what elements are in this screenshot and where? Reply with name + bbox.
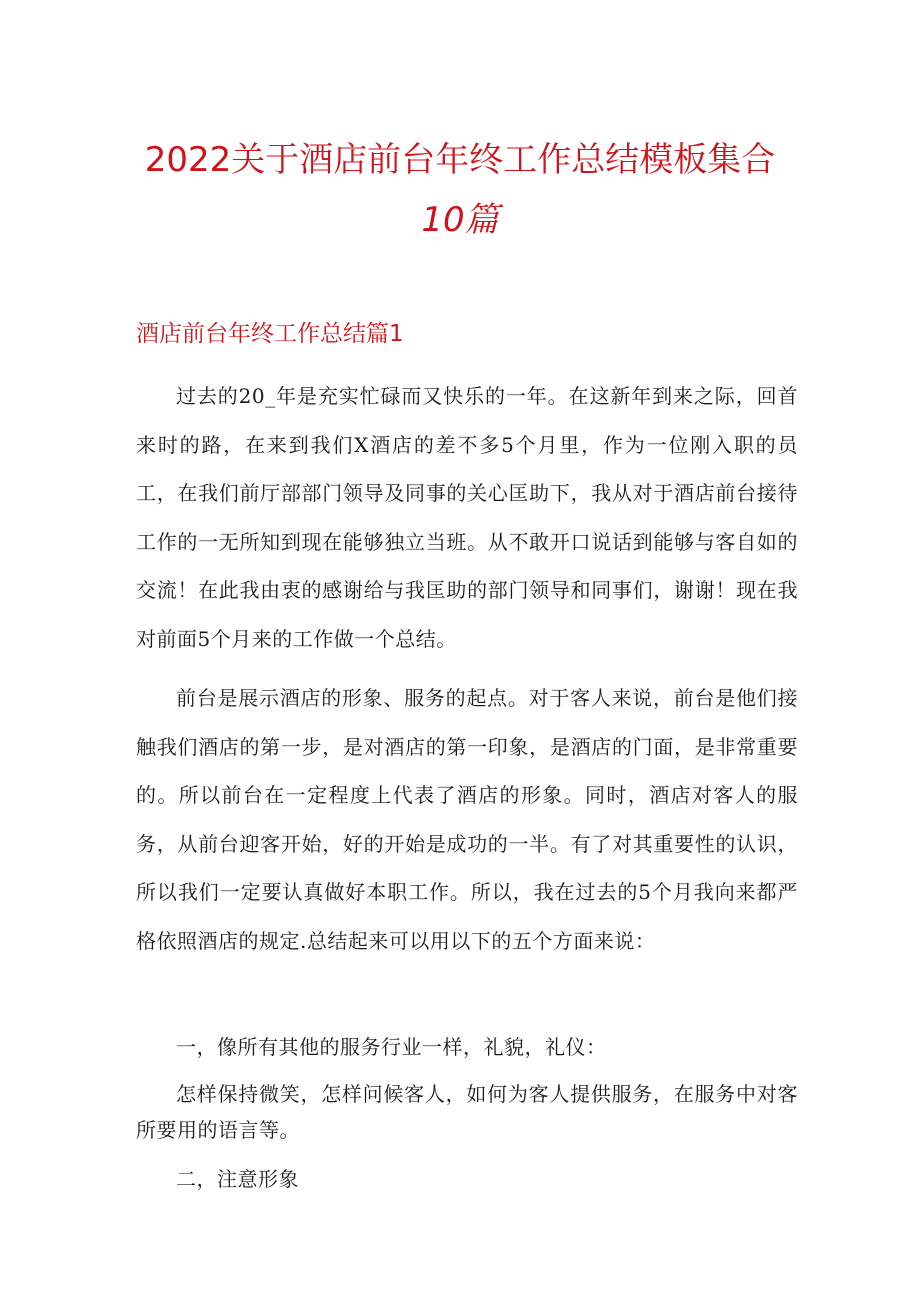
section-heading: 酒店前台年终工作总结篇1: [136, 321, 404, 347]
list-item-detail: 怎样保持微笑，怎样问候客人，如何为客人提供服务，在服务中对客所要用的语言等。: [136, 1082, 798, 1142]
list-item: 一，像所有其他的服务行业一样，礼貌，礼仪：: [176, 1035, 607, 1059]
document-title-continuation: 10篇: [421, 200, 499, 240]
body-paragraph: 过去的20_年是充实忙碌而又快乐的一年。在这新年到来之际，回首来时的路，在来到我们X酒店的差不多5个月里，作为一位刚入职的员工，在我们前厅部部门领导及同事的关心匡助下，我从对于酒店前台接待工作的一无所知到现在能够独立当班。从不敢开口说话到能够与客自如的交流！在此我由衷的感谢给与我匡助的部门领导和同事们，谢谢！现在我对前面5个月来的工作做一个总结。: [136, 384, 798, 651]
document-title: 2022关于酒店前台年终工作总结模板集合: [144, 140, 776, 180]
body-paragraph: 前台是展示酒店的形象、服务的起点。对于客人来说，前台是他们接触我们酒店的第一步，是对酒店的第一印象，是酒店的门面，是非常重要的。所以前台在一定程度上代表了酒店的形象。同时，酒店对客人的服务，从前台迎客开始，好的开始是成功的一半。有了对其重要性的认识，所以我们一定要认真做好本职工作。所以，我在过去的5个月我向来都严格依照酒店的规定.总结起来可以用以下的五个方面来说：: [136, 686, 798, 953]
list-item: 二，注意形象: [176, 1167, 299, 1191]
